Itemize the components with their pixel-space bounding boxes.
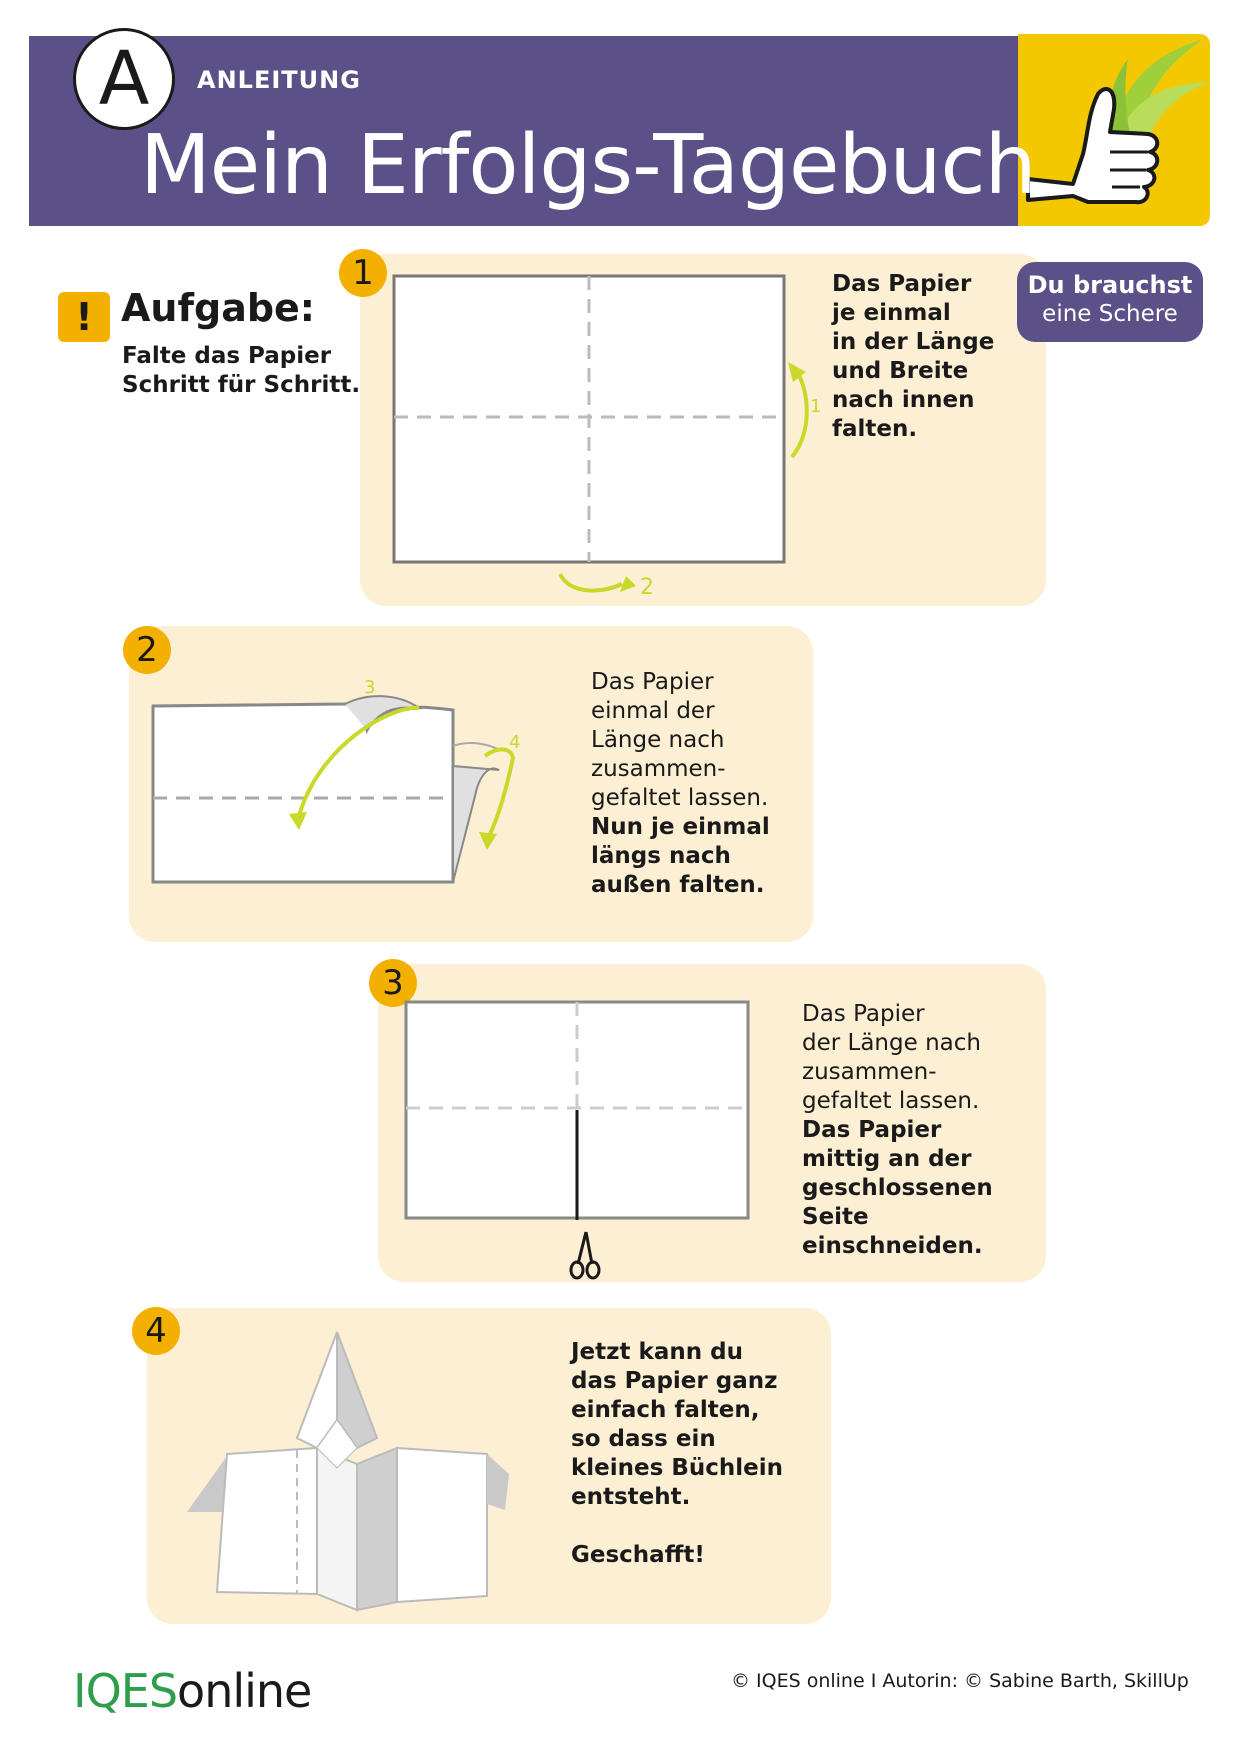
instruction-line: nach innen — [832, 387, 975, 413]
instruction-line: das Papier ganz — [571, 1368, 778, 1394]
instruction-line: geschlossenen — [802, 1175, 993, 1201]
iqes-logo — [73, 1664, 311, 1718]
instruction-line: je einmal — [832, 300, 951, 326]
exclamation-icon: ! — [58, 292, 110, 342]
logo-iqes: IQES — [73, 1664, 178, 1718]
instruction-line: falten. — [832, 416, 918, 442]
instruction-line: und Breite — [832, 358, 969, 384]
booklet-illustration — [187, 1324, 517, 1624]
step-3-card — [378, 964, 1046, 1282]
instruction-line: Das Papier — [802, 1001, 925, 1027]
step-1-text — [832, 270, 994, 444]
instruction-line: einschneiden. — [802, 1233, 983, 1259]
instruction-line: einmal der — [591, 698, 715, 724]
instruction-line: gefaltet lassen. — [591, 785, 769, 811]
instruction-line: gefaltet lassen. — [802, 1088, 980, 1114]
arrow-label: 4 — [509, 732, 521, 753]
instruction-line: so dass ein — [571, 1426, 716, 1452]
instruction-line: Das Papier — [591, 669, 714, 695]
instruction-line: Jetzt kann du — [571, 1339, 743, 1365]
instruction-line: längs nach — [591, 843, 731, 869]
instruction-line: mittig an der — [802, 1146, 972, 1172]
instruction-line: zusammen- — [591, 756, 726, 782]
step-number: 4 — [132, 1307, 180, 1355]
instruction-line: Das Papier — [832, 271, 972, 297]
instruction-line: kleines Büchlein — [571, 1455, 783, 1481]
thumbs-up-illustration — [1018, 34, 1210, 226]
instruction-line: Nun je einmal — [591, 814, 770, 840]
step-3-text — [802, 1000, 993, 1261]
closing-line: Geschafft! — [571, 1542, 705, 1568]
instruction-line: zusammen- — [802, 1059, 937, 1085]
header-kicker: ANLEITUNG — [197, 66, 361, 94]
instruction-line: Seite — [802, 1204, 869, 1230]
instruction-line: Das Papier — [802, 1117, 942, 1143]
arrow-label: 3 — [364, 677, 376, 698]
step-2-text — [591, 668, 770, 900]
instruction-line: Länge nach — [591, 727, 725, 753]
instruction-line: in der Länge — [832, 329, 995, 355]
task-line: Schritt für Schritt. — [122, 372, 361, 398]
materials-line: eine Schere — [1042, 301, 1178, 327]
task-text — [122, 342, 360, 400]
copyright-credit: © IQES online I Autorin: © Sabine Barth, SkillUp — [731, 1670, 1189, 1692]
materials-badge — [1017, 262, 1203, 342]
arrow-label: 2 — [640, 575, 654, 600]
instruction-line: entsteht. — [571, 1484, 691, 1510]
materials-line: Du brauchst — [1027, 271, 1193, 299]
step-4-text — [571, 1338, 783, 1570]
instruction-line: der Länge nach — [802, 1030, 981, 1056]
scissors-icon — [568, 1230, 604, 1282]
instruction-line: außen falten. — [591, 872, 765, 898]
step-number: 2 — [123, 626, 171, 674]
fold-diagram-1 — [390, 272, 822, 602]
page-title: Mein Erfolgs-Tagebuch — [140, 118, 1036, 213]
arrow-label: 1 — [810, 396, 822, 417]
task-line: Falte das Papier — [122, 343, 332, 369]
section-badge: A — [73, 28, 175, 130]
step-2-card — [129, 626, 813, 942]
step-4-card — [147, 1308, 831, 1624]
task-heading: Aufgabe: — [121, 286, 316, 330]
step-number: 1 — [339, 249, 387, 297]
step-number: 3 — [369, 959, 417, 1007]
logo-online: online — [177, 1664, 312, 1718]
fold-diagram-2 — [149, 646, 569, 916]
instruction-line: einfach falten, — [571, 1397, 760, 1423]
step-1-card — [352, 253, 1046, 606]
